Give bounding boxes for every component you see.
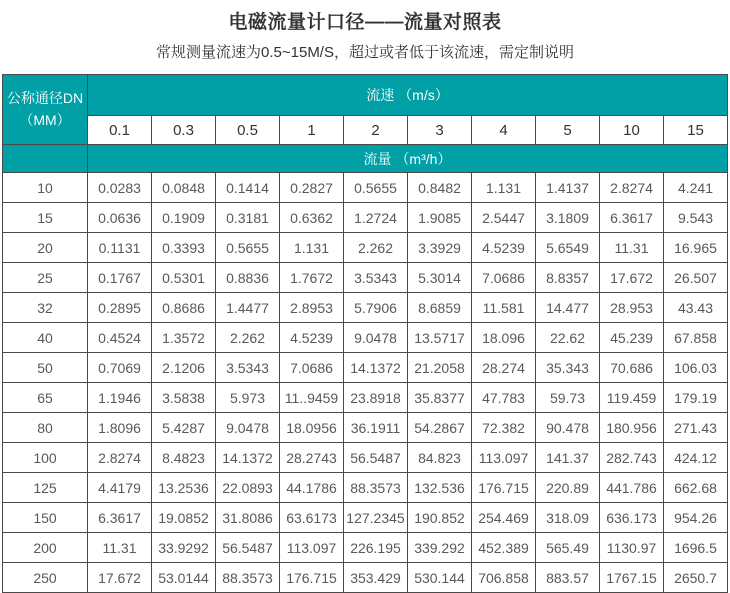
flow-value-cell: 565.49 bbox=[536, 533, 600, 563]
dn-cell: 150 bbox=[3, 503, 88, 533]
table-row bbox=[3, 503, 728, 533]
flow-value-cell: 13.5717 bbox=[408, 323, 472, 353]
flow-value-cell: 31.8086 bbox=[216, 503, 280, 533]
flow-value-cell: 2.8953 bbox=[280, 293, 344, 323]
velocity-col-header: 1 bbox=[280, 116, 344, 145]
velocity-col-header: 15 bbox=[664, 116, 728, 145]
flow-value-cell: 2650.7 bbox=[664, 563, 728, 593]
page-subtitle: 常规测量流速为0.5~15M/S，超过或者低于该流速，需定制说明 bbox=[156, 44, 574, 61]
flow-value-cell: 1696.5 bbox=[664, 533, 728, 563]
flow-value-cell: 44.1786 bbox=[280, 473, 344, 503]
flow-value-cell: 0.3181 bbox=[216, 203, 280, 233]
flow-value-cell: 16.965 bbox=[664, 233, 728, 263]
flow-value-cell: 106.03 bbox=[664, 353, 728, 383]
flow-value-cell: 1.131 bbox=[472, 173, 536, 203]
table-row bbox=[3, 353, 728, 383]
flow-value-cell: 706.858 bbox=[472, 563, 536, 593]
flow-value-cell: 2.1206 bbox=[152, 353, 216, 383]
flow-value-cell: 54.2867 bbox=[408, 413, 472, 443]
velocity-col-header: 2 bbox=[344, 116, 408, 145]
flow-value-cell: 3.1809 bbox=[536, 203, 600, 233]
velocity-col-header: 0.3 bbox=[152, 116, 216, 145]
flow-value-cell: 14.1372 bbox=[344, 353, 408, 383]
dn-cell: 80 bbox=[3, 413, 88, 443]
flow-value-cell: 318.09 bbox=[536, 503, 600, 533]
flow-value-cell: 636.173 bbox=[600, 503, 664, 533]
table-row bbox=[3, 323, 728, 353]
flow-value-cell: 3.5343 bbox=[216, 353, 280, 383]
dn-cell: 10 bbox=[3, 173, 88, 203]
flow-value-cell: 28.953 bbox=[600, 293, 664, 323]
flow-value-cell: 954.26 bbox=[664, 503, 728, 533]
flow-value-cell: 0.8686 bbox=[152, 293, 216, 323]
flow-value-cell: 1.3572 bbox=[152, 323, 216, 353]
flow-value-cell: 220.89 bbox=[536, 473, 600, 503]
flow-value-cell: 339.292 bbox=[408, 533, 472, 563]
flow-value-cell: 28.2743 bbox=[280, 443, 344, 473]
flow-value-cell: 8.8357 bbox=[536, 263, 600, 293]
flow-value-cell: 72.382 bbox=[472, 413, 536, 443]
corner-empty-cell bbox=[3, 145, 88, 173]
flow-value-cell: 67.858 bbox=[664, 323, 728, 353]
flow-value-cell: 3.5838 bbox=[152, 383, 216, 413]
flow-value-cell: 11..9459 bbox=[280, 383, 344, 413]
table-row bbox=[3, 413, 728, 443]
flow-value-cell: 180.956 bbox=[600, 413, 664, 443]
dn-cell: 250 bbox=[3, 563, 88, 593]
flow-value-cell: 23.8918 bbox=[344, 383, 408, 413]
flow-value-cell: 0.2895 bbox=[88, 293, 152, 323]
flow-value-cell: 1.7672 bbox=[280, 263, 344, 293]
flow-value-cell: 3.3929 bbox=[408, 233, 472, 263]
flow-value-cell: 226.195 bbox=[344, 533, 408, 563]
table-row bbox=[3, 443, 728, 473]
dn-cell: 25 bbox=[3, 263, 88, 293]
velocity-header: 流速 （m/s） bbox=[88, 75, 728, 116]
flow-value-cell: 0.4524 bbox=[88, 323, 152, 353]
flow-value-cell: 1767.15 bbox=[600, 563, 664, 593]
flow-value-cell: 1.2724 bbox=[344, 203, 408, 233]
flow-value-cell: 7.0686 bbox=[472, 263, 536, 293]
dn-cell: 65 bbox=[3, 383, 88, 413]
flow-value-cell: 88.3573 bbox=[344, 473, 408, 503]
flow-value-cell: 883.57 bbox=[536, 563, 600, 593]
flow-value-cell: 179.19 bbox=[664, 383, 728, 413]
flow-value-cell: 56.5487 bbox=[216, 533, 280, 563]
flow-value-cell: 35.343 bbox=[536, 353, 600, 383]
flow-value-cell: 141.37 bbox=[536, 443, 600, 473]
flow-value-cell: 5.3014 bbox=[408, 263, 472, 293]
flow-value-cell: 176.715 bbox=[472, 473, 536, 503]
flow-value-cell: 11.31 bbox=[600, 233, 664, 263]
velocity-col-header: 10 bbox=[600, 116, 664, 145]
flow-value-cell: 1.9085 bbox=[408, 203, 472, 233]
flow-value-cell: 1.1946 bbox=[88, 383, 152, 413]
dn-cell: 50 bbox=[3, 353, 88, 383]
flow-value-cell: 0.3393 bbox=[152, 233, 216, 263]
flow-value-cell: 271.43 bbox=[664, 413, 728, 443]
flow-value-cell: 1130.97 bbox=[600, 533, 664, 563]
velocity-col-header: 3 bbox=[408, 116, 472, 145]
flow-value-cell: 530.144 bbox=[408, 563, 472, 593]
flow-value-cell: 4.241 bbox=[664, 173, 728, 203]
flow-value-cell: 119.459 bbox=[600, 383, 664, 413]
flow-value-cell: 1.4477 bbox=[216, 293, 280, 323]
flow-value-cell: 662.68 bbox=[664, 473, 728, 503]
dn-cell: 125 bbox=[3, 473, 88, 503]
flow-value-cell: 0.8836 bbox=[216, 263, 280, 293]
flow-value-cell: 59.73 bbox=[536, 383, 600, 413]
flow-value-cell: 0.0636 bbox=[88, 203, 152, 233]
flow-value-cell: 353.429 bbox=[344, 563, 408, 593]
table-row bbox=[3, 233, 728, 263]
flow-value-cell: 13.2536 bbox=[152, 473, 216, 503]
flow-value-cell: 1.8096 bbox=[88, 413, 152, 443]
flow-value-cell: 0.1131 bbox=[88, 233, 152, 263]
table-body bbox=[3, 173, 728, 593]
flow-value-cell: 18.0956 bbox=[280, 413, 344, 443]
flow-value-cell: 0.5655 bbox=[344, 173, 408, 203]
flow-value-cell: 424.12 bbox=[664, 443, 728, 473]
dn-cell: 200 bbox=[3, 533, 88, 563]
flow-value-cell: 0.7069 bbox=[88, 353, 152, 383]
flow-value-cell: 26.507 bbox=[664, 263, 728, 293]
table-row bbox=[3, 473, 728, 503]
flow-value-cell: 19.0852 bbox=[152, 503, 216, 533]
flow-value-cell: 132.536 bbox=[408, 473, 472, 503]
table-row bbox=[3, 383, 728, 413]
table-row bbox=[3, 293, 728, 323]
dn-cell: 32 bbox=[3, 293, 88, 323]
flow-value-cell: 4.4179 bbox=[88, 473, 152, 503]
flow-value-cell: 14.1372 bbox=[216, 443, 280, 473]
flow-value-cell: 113.097 bbox=[472, 443, 536, 473]
flow-value-cell: 0.6362 bbox=[280, 203, 344, 233]
flow-value-cell: 88.3573 bbox=[216, 563, 280, 593]
flow-value-cell: 90.478 bbox=[536, 413, 600, 443]
flow-value-cell: 53.0144 bbox=[152, 563, 216, 593]
flow-value-cell: 0.0848 bbox=[152, 173, 216, 203]
dn-cell: 15 bbox=[3, 203, 88, 233]
flow-value-cell: 441.786 bbox=[600, 473, 664, 503]
flow-value-cell: 84.823 bbox=[408, 443, 472, 473]
velocity-col-header: 0.1 bbox=[88, 116, 152, 145]
dn-cell: 40 bbox=[3, 323, 88, 353]
flow-value-cell: 9.0478 bbox=[344, 323, 408, 353]
velocity-band-row bbox=[3, 75, 728, 116]
flow-value-cell: 70.686 bbox=[600, 353, 664, 383]
flow-value-cell: 11.581 bbox=[472, 293, 536, 323]
flow-value-cell: 0.1767 bbox=[88, 263, 152, 293]
flow-value-cell: 0.2827 bbox=[280, 173, 344, 203]
flow-value-cell: 0.1909 bbox=[152, 203, 216, 233]
flow-value-cell: 6.3617 bbox=[600, 203, 664, 233]
flow-value-cell: 282.743 bbox=[600, 443, 664, 473]
flow-value-cell: 8.6859 bbox=[408, 293, 472, 323]
flow-value-cell: 56.5487 bbox=[344, 443, 408, 473]
flow-value-cell: 9.543 bbox=[664, 203, 728, 233]
flow-value-cell: 113.097 bbox=[280, 533, 344, 563]
flow-value-cell: 3.5343 bbox=[344, 263, 408, 293]
flow-value-cell: 11.31 bbox=[88, 533, 152, 563]
flow-value-cell: 8.4823 bbox=[152, 443, 216, 473]
velocity-col-header: 4 bbox=[472, 116, 536, 145]
flow-value-cell: 18.096 bbox=[472, 323, 536, 353]
flow-value-cell: 127.2345 bbox=[344, 503, 408, 533]
flow-value-cell: 6.3617 bbox=[88, 503, 152, 533]
flow-value-cell: 22.0893 bbox=[216, 473, 280, 503]
flow-value-cell: 0.1414 bbox=[216, 173, 280, 203]
flow-value-cell: 0.5655 bbox=[216, 233, 280, 263]
corner-header bbox=[3, 75, 88, 145]
flow-value-cell: 5.7906 bbox=[344, 293, 408, 323]
table-row bbox=[3, 173, 728, 203]
flow-value-cell: 17.672 bbox=[600, 263, 664, 293]
flow-band-row bbox=[3, 145, 728, 173]
flow-value-cell: 28.274 bbox=[472, 353, 536, 383]
flow-value-cell: 254.469 bbox=[472, 503, 536, 533]
table-row bbox=[3, 563, 728, 593]
flow-value-cell: 35.8377 bbox=[408, 383, 472, 413]
table-row bbox=[3, 203, 728, 233]
velocity-values-row bbox=[3, 116, 728, 145]
flow-value-cell: 1.131 bbox=[280, 233, 344, 263]
table-row bbox=[3, 533, 728, 563]
flow-comparison-table bbox=[2, 74, 728, 593]
table-row bbox=[3, 263, 728, 293]
flow-value-cell: 2.8274 bbox=[600, 173, 664, 203]
dn-cell: 20 bbox=[3, 233, 88, 263]
dn-cell: 100 bbox=[3, 443, 88, 473]
flow-value-cell: 5.4287 bbox=[152, 413, 216, 443]
flow-header: 流量 （m³/h） bbox=[88, 145, 728, 173]
flow-value-cell: 190.852 bbox=[408, 503, 472, 533]
flow-value-cell: 176.715 bbox=[280, 563, 344, 593]
flow-value-cell: 5.6549 bbox=[536, 233, 600, 263]
flow-value-cell: 4.5239 bbox=[280, 323, 344, 353]
flow-value-cell: 7.0686 bbox=[280, 353, 344, 383]
flow-value-cell: 2.262 bbox=[344, 233, 408, 263]
flow-value-cell: 4.5239 bbox=[472, 233, 536, 263]
flow-value-cell: 1.4137 bbox=[536, 173, 600, 203]
flow-value-cell: 45.239 bbox=[600, 323, 664, 353]
flow-value-cell: 0.8482 bbox=[408, 173, 472, 203]
flow-value-cell: 43.43 bbox=[664, 293, 728, 323]
flow-value-cell: 0.0283 bbox=[88, 173, 152, 203]
flow-value-cell: 14.477 bbox=[536, 293, 600, 323]
flow-value-cell: 2.8274 bbox=[88, 443, 152, 473]
flow-value-cell: 452.389 bbox=[472, 533, 536, 563]
flow-value-cell: 21.2058 bbox=[408, 353, 472, 383]
table-header bbox=[3, 75, 728, 173]
corner-header-line1: 公称通径DN bbox=[6, 89, 84, 106]
velocity-col-header: 5 bbox=[536, 116, 600, 145]
flow-value-cell: 22.62 bbox=[536, 323, 600, 353]
flow-value-cell: 9.0478 bbox=[216, 413, 280, 443]
flow-value-cell: 0.5301 bbox=[152, 263, 216, 293]
flow-value-cell: 17.672 bbox=[88, 563, 152, 593]
flow-value-cell: 5.973 bbox=[216, 383, 280, 413]
flow-value-cell: 33.9292 bbox=[152, 533, 216, 563]
corner-header-line2: （MM） bbox=[19, 111, 71, 128]
page-title: 电磁流量计口径——流量对照表 bbox=[228, 12, 502, 33]
flow-value-cell: 2.5447 bbox=[472, 203, 536, 233]
flow-value-cell: 63.6173 bbox=[280, 503, 344, 533]
flow-value-cell: 2.262 bbox=[216, 323, 280, 353]
flow-value-cell: 47.783 bbox=[472, 383, 536, 413]
flow-value-cell: 36.1911 bbox=[344, 413, 408, 443]
velocity-col-header: 0.5 bbox=[216, 116, 280, 145]
